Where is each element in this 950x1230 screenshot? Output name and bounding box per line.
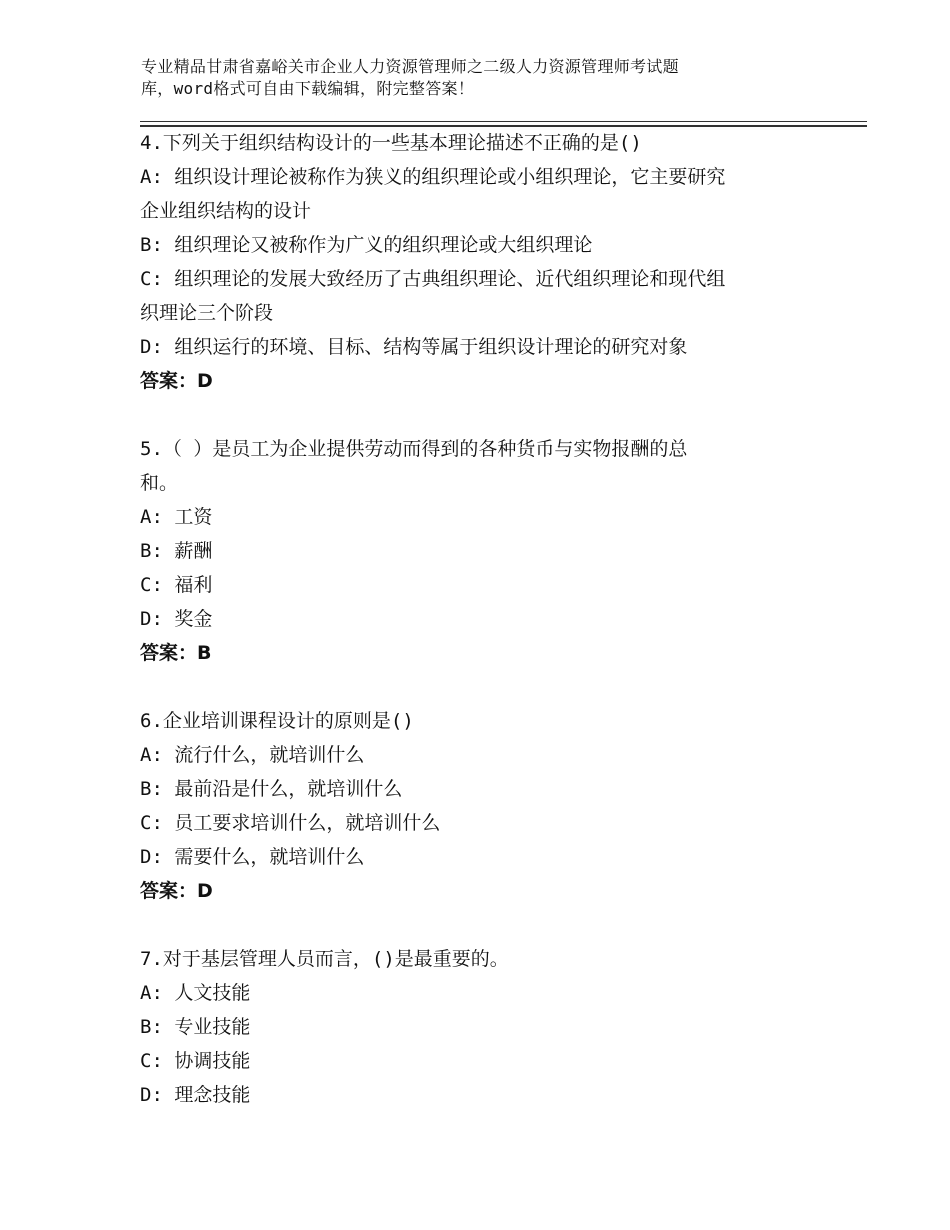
option-text: B: 最前沿是什么，就培训什么 — [140, 778, 403, 800]
option-text: B: 薪酬 — [140, 540, 213, 562]
option-text: D: 组织运行的环境、目标、结构等属于组织设计理论的研究对象 — [140, 336, 688, 358]
option-text: D: 理念技能 — [140, 1084, 251, 1106]
question-text: 7.对于基层管理人员而言，()是最重要的。 — [140, 948, 509, 970]
question-block — [140, 126, 840, 398]
question-block — [140, 704, 840, 908]
answer-label: 答案：D — [140, 880, 213, 902]
option-text: 织理论三个阶段 — [140, 302, 274, 324]
answer-label: 答案：D — [140, 370, 213, 392]
header-divider-thin — [140, 121, 867, 122]
option-text: C: 福利 — [140, 574, 213, 596]
question-text: 和。 — [140, 472, 179, 494]
question-block — [140, 432, 840, 670]
question-text: 5.（ ）是员工为企业提供劳动而得到的各种货币与实物报酬的总 — [140, 438, 688, 460]
option-text: C: 组织理论的发展大致经历了古典组织理论、近代组织理论和现代组 — [140, 268, 726, 290]
question-list — [140, 126, 840, 1146]
header-line-2: 库，word格式可自由下载编辑，附完整答案！ — [141, 79, 475, 98]
option-text: B: 专业技能 — [140, 1016, 251, 1038]
option-text: A: 流行什么，就培训什么 — [140, 744, 365, 766]
option-text: D: 需要什么，就培训什么 — [140, 846, 365, 868]
answer-label: 答案：B — [140, 642, 212, 664]
option-text: 企业组织结构的设计 — [140, 200, 312, 222]
option-text: A: 工资 — [140, 506, 213, 528]
option-text: C: 协调技能 — [140, 1050, 251, 1072]
question-text: 4.下列关于组织结构设计的一些基本理论描述不正确的是() — [140, 132, 642, 154]
option-text: A: 人文技能 — [140, 982, 251, 1004]
option-text: B: 组织理论又被称作为广义的组织理论或大组织理论 — [140, 234, 593, 256]
question-text: 6.企业培训课程设计的原则是() — [140, 710, 414, 732]
option-text: D: 奖金 — [140, 608, 213, 630]
option-text: A: 组织设计理论被称作为狭义的组织理论或小组织理论，它主要研究 — [140, 166, 726, 188]
header-line-1: 专业精品甘肃省嘉峪关市企业人力资源管理师之二级人力资源管理师考试题 — [141, 57, 679, 76]
question-block — [140, 942, 840, 1112]
option-text: C: 员工要求培训什么，就培训什么 — [140, 812, 441, 834]
document-header — [141, 56, 781, 100]
